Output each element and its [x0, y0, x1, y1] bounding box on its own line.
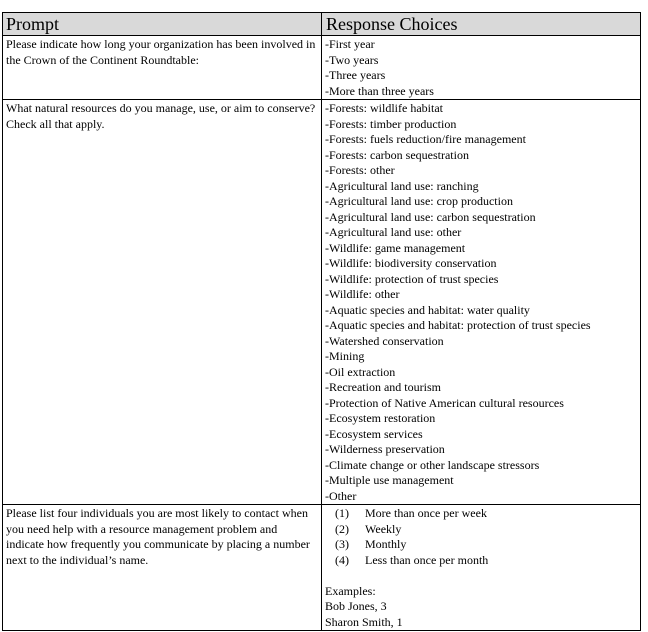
- choice: -Agricultural land use: ranching: [325, 178, 479, 193]
- choice: -Three years: [325, 68, 386, 82]
- choice: -Protection of Native American cultural resources: [325, 395, 564, 410]
- item-text: Monthly: [365, 537, 407, 551]
- choice: -Ecosystem services: [325, 426, 423, 441]
- choice: -Other: [325, 488, 357, 503]
- item-text: Less than once per month: [365, 552, 489, 567]
- choice: -Wilderness preservation: [325, 442, 445, 456]
- item-number: (4): [335, 552, 349, 567]
- table-row: [3, 100, 640, 505]
- choice: -Wildlife: biodiversity conservation: [325, 256, 497, 270]
- choice: -Forests: carbon sequestration: [325, 147, 469, 162]
- choice: -First year: [325, 37, 375, 51]
- choice: -Ecosystem restoration: [325, 411, 436, 425]
- example: Bob Jones, 3: [325, 599, 387, 613]
- choice: -Forests: other: [325, 163, 395, 177]
- header-responses: Response Choices: [326, 14, 458, 34]
- examples-label: Examples:: [325, 583, 376, 598]
- choice: -Forests: fuels reduction/fire management: [325, 132, 526, 146]
- row-choices: [322, 100, 640, 504]
- item-text: More than once per week: [365, 506, 487, 520]
- choice: -Mining: [325, 349, 365, 363]
- choice: -Forests: wildlife habitat: [325, 101, 443, 115]
- example: Sharon Smith, 1: [325, 614, 403, 629]
- choice: -Climate change or other landscape stressors: [325, 457, 540, 472]
- row-prompt: What natural resources do you manage, use, or aim to conserve? Check all that apply.: [3, 100, 322, 504]
- choice: -Agricultural land use: other: [325, 225, 462, 239]
- frequency-list: [325, 506, 637, 568]
- header-prompt: Prompt: [3, 13, 322, 35]
- row-prompt: Please list four individuals you are most likely to contact when you need help with a resource management problem and indicate how frequently you communicate by placing a number next to the individual’s name.: [3, 505, 322, 630]
- choice: -Two years: [325, 52, 379, 67]
- row-prompt: Please indicate how long your organization has been involved in the Crown of the Continent Roundtable:: [3, 36, 322, 99]
- choice: -Wildlife: protection of trust species: [325, 271, 499, 286]
- item-number: (3): [335, 537, 349, 551]
- survey-table: [2, 12, 641, 631]
- table-header: [3, 13, 640, 36]
- choice: -Watershed conservation: [325, 333, 444, 348]
- choice: -Oil extraction: [325, 364, 396, 379]
- choice: -Wildlife: other: [325, 287, 400, 301]
- row-choices: [322, 36, 640, 99]
- list-item: [335, 553, 637, 569]
- table-row: [3, 36, 640, 100]
- choice: -Agricultural land use: carbon sequestration: [325, 209, 536, 224]
- row-choices: [322, 505, 640, 630]
- list-item: [335, 506, 637, 522]
- table-row: [3, 505, 640, 630]
- item-number: (1): [335, 506, 349, 520]
- choice: -Agricultural land use: crop production: [325, 194, 513, 208]
- list-item: [335, 522, 637, 538]
- choice: -More than three years: [325, 83, 434, 98]
- list-item: [335, 537, 637, 553]
- choice: -Wildlife: game management: [325, 240, 466, 255]
- choice: -Forests: timber production: [325, 116, 457, 131]
- item-number: (2): [335, 521, 349, 536]
- choice: -Multiple use management: [325, 473, 454, 487]
- choice: -Aquatic species and habitat: water quality: [325, 302, 530, 317]
- item-text: Weekly: [365, 521, 402, 536]
- choice: -Aquatic species and habitat: protection of trust species: [325, 318, 591, 332]
- choice: -Recreation and tourism: [325, 380, 441, 394]
